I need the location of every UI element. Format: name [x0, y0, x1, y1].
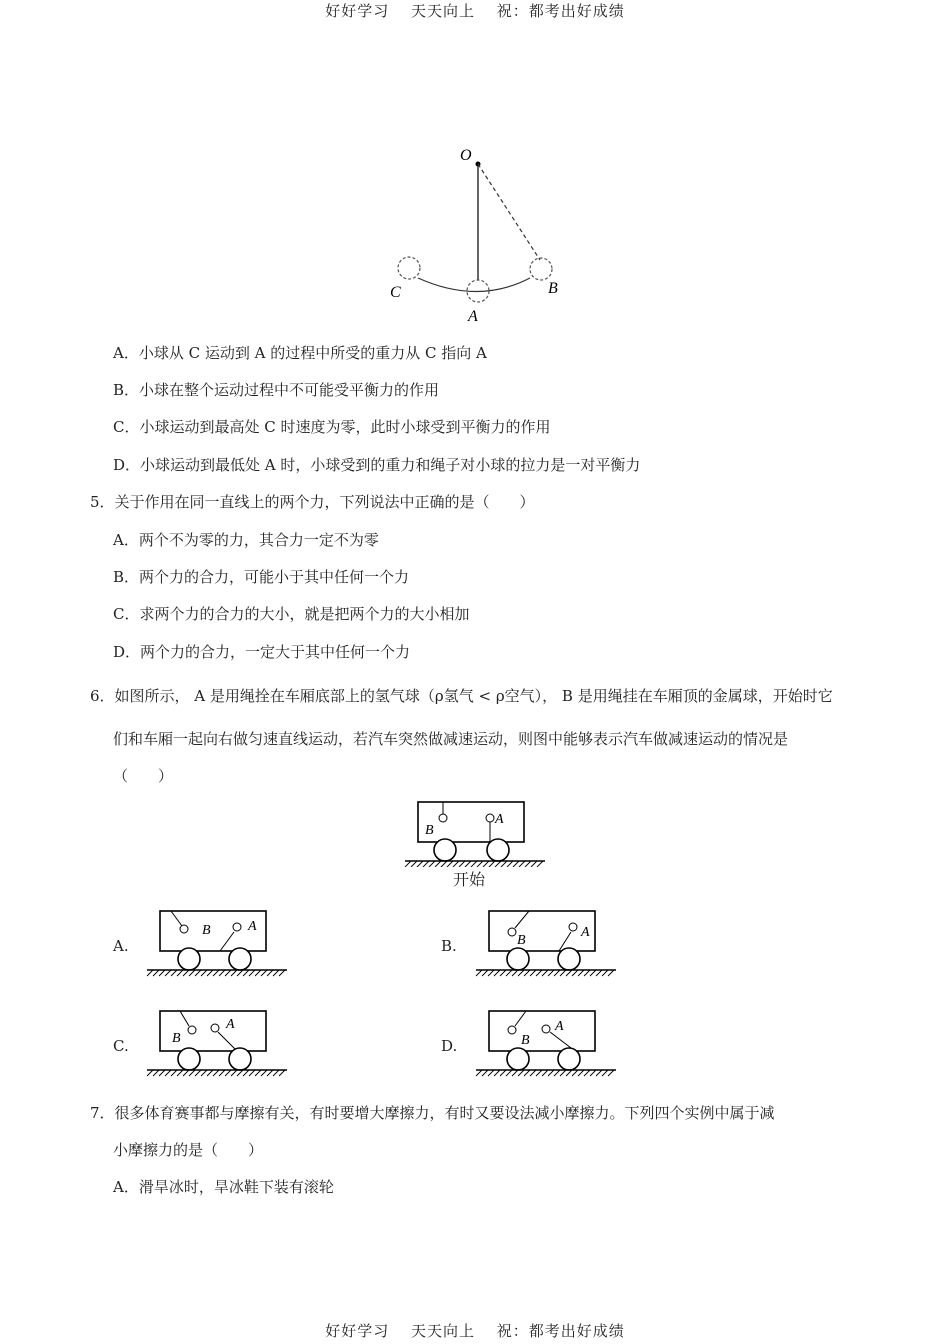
q6-option-b-label: B.: [441, 937, 457, 955]
page-header: [0, 0, 950, 21]
a-label-b: B: [202, 923, 211, 938]
q6-stem-line3: （ ）: [113, 767, 174, 785]
start-caption: 开始: [453, 870, 486, 889]
q4-option-a: A．小球从 C 运动到 A 的过程中所受的重力从 C 指向 A: [113, 344, 487, 362]
cart-option-a: [142, 906, 292, 978]
q6-stem-line1: 6．如图所示， A 是用绳拴在车厢底部上的氢气球（ρ氢气 < ρ空气）， B 是用绳挂在车厢顶的金属球，开始时它: [90, 687, 833, 705]
footer-text-3: 祝：都考出好成绩: [496, 1322, 625, 1340]
q4-option-c: C．小球运动到最高处 C 时速度为零，此时小球受到平衡力的作用: [113, 418, 551, 436]
pendulum-figure: [380, 140, 580, 330]
q6-option-a-label: A.: [113, 937, 129, 955]
d-label-a: A: [555, 1019, 564, 1034]
b-label-a: A: [581, 925, 590, 940]
header-text-1: 好好学习: [325, 2, 390, 20]
cart-option-b: [471, 906, 621, 978]
footer-text-1: 好好学习: [325, 1322, 390, 1340]
cart-start-figure: [400, 797, 550, 867]
q7-stem-line2: 小摩擦力的是（ ）: [113, 1141, 264, 1159]
start-label-b: B: [425, 823, 434, 838]
footer-text-2: 天天向上: [410, 1322, 475, 1340]
label-c: C: [390, 284, 401, 301]
header-text-3: 祝：都考出好成绩: [496, 2, 625, 20]
label-a: A: [468, 308, 478, 325]
q7-option-a: A．滑旱冰时，旱冰鞋下装有滚轮: [113, 1178, 334, 1196]
q5-stem: 5．关于作用在同一直线上的两个力，下列说法中正确的是（ ）: [90, 493, 535, 511]
page-footer: [0, 1320, 950, 1341]
cart-option-c: [142, 1006, 292, 1078]
d-label-b: B: [521, 1033, 530, 1048]
q5-option-b: B．两个力的合力，可能小于其中任何一个力: [113, 568, 410, 586]
label-o: O: [460, 147, 472, 164]
q6-option-d-label: D.: [441, 1037, 458, 1055]
label-b: B: [548, 280, 558, 297]
q6-stem-line2: 们和车厢一起向右做匀速直线运动，若汽车突然做减速运动，则图中能够表示汽车做减速运动的情况是: [113, 730, 789, 748]
cart-option-d: [471, 1006, 621, 1078]
q5-option-a: A．两个不为零的力，其合力一定不为零: [113, 531, 379, 549]
q5-option-c: C．求两个力的合力的大小，就是把两个力的大小相加: [113, 605, 470, 623]
q5-option-d: D．两个力的合力，一定大于其中任何一个力: [113, 643, 411, 661]
header-text-2: 天天向上: [410, 2, 475, 20]
q6-option-c-label: C.: [113, 1037, 129, 1055]
c-label-a: A: [226, 1017, 235, 1032]
q7-stem-line1: 7．很多体育赛事都与摩擦有关，有时要增大摩擦力，有时又要设法减小摩擦力。下列四个实例中属于减: [90, 1104, 775, 1122]
a-label-a: A: [248, 919, 257, 934]
c-label-b: B: [172, 1031, 181, 1046]
q4-option-d: D．小球运动到最低处 A 时，小球受到的重力和绳子对小球的拉力是一对平衡力: [113, 456, 641, 474]
start-label-a: A: [495, 812, 504, 827]
q4-option-b: B．小球在整个运动过程中不可能受平衡力的作用: [113, 381, 440, 399]
b-label-b: B: [517, 933, 526, 948]
